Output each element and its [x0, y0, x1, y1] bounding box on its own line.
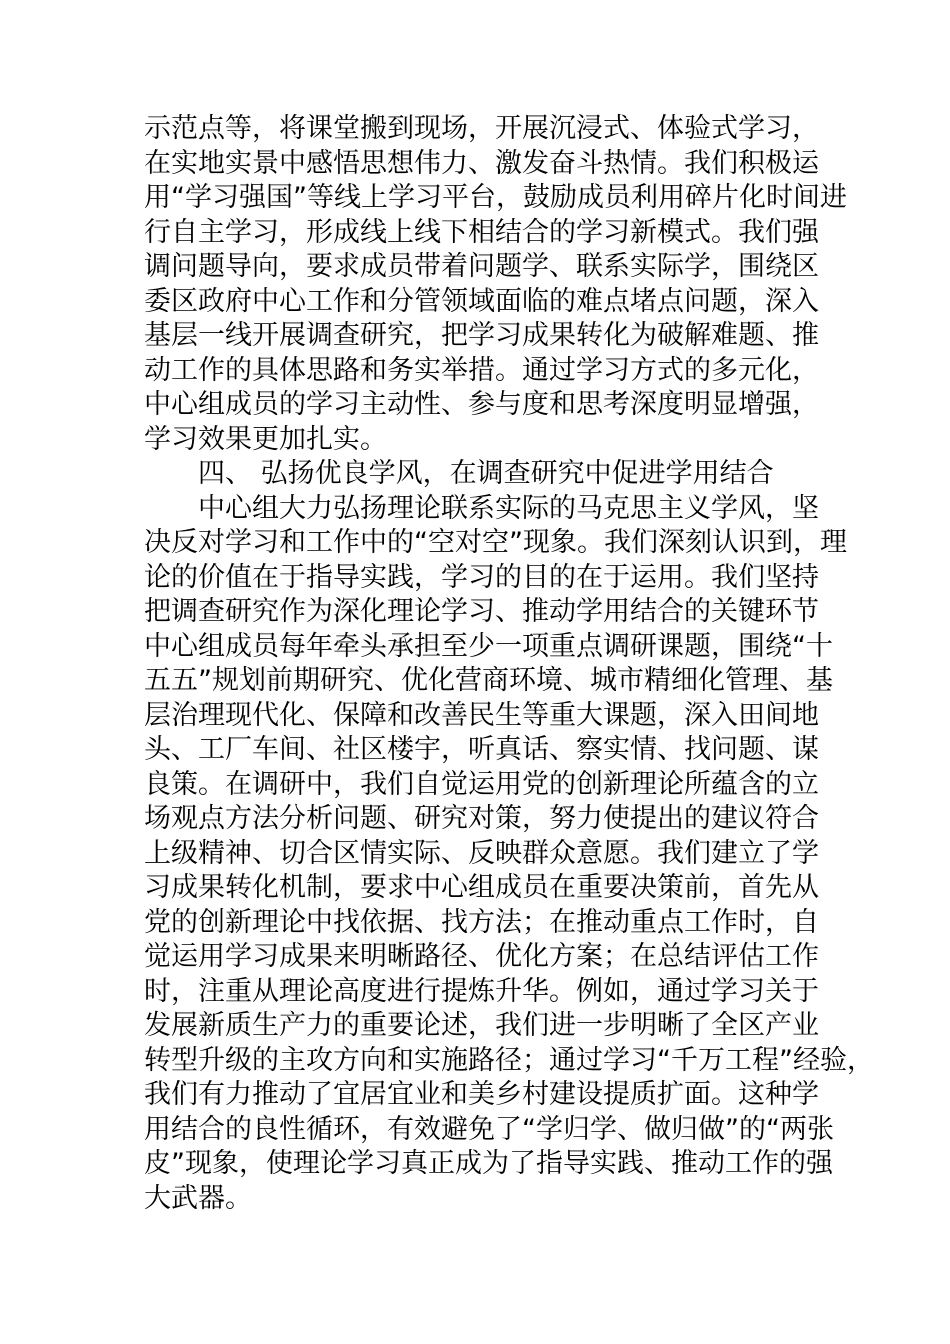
paragraph-line: 觉运用学习成果来明晰路径、优化方案；在总结评估工作	[144, 941, 819, 972]
paragraph-line: 转型升级的主攻方向和实施路径；通过学习“千万工程”经验，	[144, 1044, 874, 1076]
paragraph-line: 习成果转化机制，要求中心组成员在重要决策前，首先从	[144, 872, 819, 903]
paragraph-2	[144, 492, 874, 1217]
paragraph-line: 行自主学习，形成线上线下相结合的学习新模式。我们强	[144, 216, 819, 248]
paragraph-line: 党的创新理论中找依据、找方法；在推动重点工作时，自	[144, 906, 819, 938]
paragraph-line: 学习效果更加扎实。	[144, 423, 387, 455]
paragraph-line: 委区政府中心工作和分管领域面临的难点堵点问题，深入	[144, 285, 819, 317]
paragraph-line: 时，注重从理论高度进行提炼升华。例如，通过学习关于	[144, 975, 819, 1007]
paragraph-line: 层治理现代化、保障和改善民生等重大课题，深入田间地	[144, 699, 819, 731]
paragraph-line: 把调查研究作为深化理论学习、推动学用结合的关键环节	[144, 596, 819, 627]
document-body	[144, 112, 874, 1216]
paragraph-line: 基层一线开展调查研究，把学习成果转化为破解难题、推	[144, 320, 819, 351]
paragraph-line: 皮”现象，使理论学习真正成为了指导实践、推动工作的强	[144, 1148, 833, 1179]
paragraph-line: 中心组成员的学习主动性、参与度和思考深度明显增强，	[144, 389, 819, 420]
paragraph-line: 上级精神、切合区情实际、反映群众意愿。我们建立了学	[144, 837, 819, 869]
paragraph-line: 五五”规划前期研究、优化营商环境、城市精细化管理、基	[144, 665, 833, 696]
paragraph-line: 决反对学习和工作中的“空对空”现象。我们深刻认识到，理	[144, 527, 847, 558]
section-heading: 四、 弘扬优良学风，在调查研究中促进学用结合	[198, 458, 774, 489]
paragraph-line: 良策。在调研中，我们自觉运用党的创新理论所蕴含的立	[144, 768, 819, 800]
paragraph-line: 中心组成员每年牵头承担至少一项重点调研课题，围绕“十	[144, 630, 833, 662]
paragraph-line: 头、工厂车间、社区楼宇，听真话、察实情、找问题、谋	[144, 734, 819, 765]
paragraph-line: 调问题导向，要求成员带着问题学、联系实际学，围绕区	[144, 251, 819, 282]
paragraph-line: 动工作的具体思路和务实举措。通过学习方式的多元化，	[144, 354, 819, 386]
paragraph-line: 发展新质生产力的重要论述，我们进一步明晰了全区产业	[144, 1010, 819, 1041]
paragraph-line: 用“学习强国”等线上学习平台，鼓励成员利用碎片化时间进	[144, 182, 847, 213]
paragraph-line: 中心组大力弘扬理论联系实际的马克思主义学风，坚	[198, 492, 819, 524]
paragraph-line: 在实地实景中感悟思想伟力、激发奋斗热情。我们积极运	[144, 147, 819, 179]
paragraph-1	[144, 112, 847, 457]
paragraph-line: 大武器。	[144, 1182, 252, 1214]
paragraph-line: 论的价值在于指导实践，学习的目的在于运用。我们坚持	[144, 561, 819, 593]
paragraph-line: 示范点等，将课堂搬到现场，开展沉浸式、体验式学习，	[144, 113, 819, 144]
paragraph-line: 用结合的良性循环，有效避免了“学归学、做归做”的“两张	[144, 1113, 834, 1145]
paragraph-line: 我们有力推动了宜居宜业和美乡村建设提质扩面。这种学	[144, 1079, 819, 1110]
paragraph-line: 场观点方法分析问题、研究对策，努力使提出的建议符合	[144, 803, 819, 834]
